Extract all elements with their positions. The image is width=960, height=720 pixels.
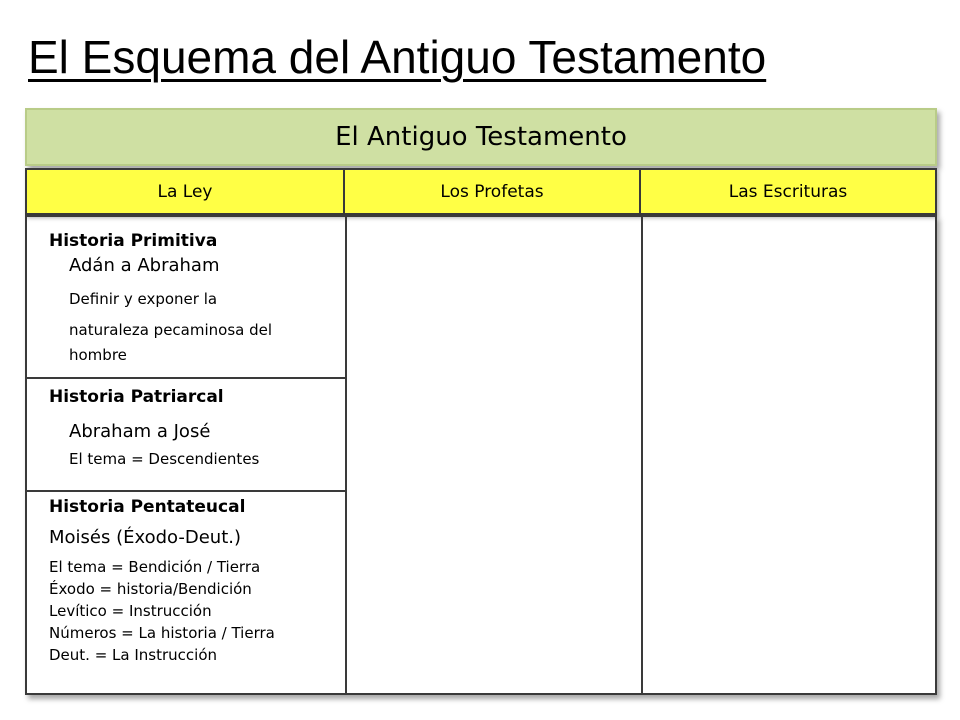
section-heading: Historia Pentateucal bbox=[49, 497, 246, 517]
section-line: Levítico = Instrucción bbox=[49, 602, 212, 620]
column-header-label: Los Profetas bbox=[440, 181, 544, 202]
las-escrituras-column bbox=[643, 217, 935, 693]
section-heading: Historia Patriarcal bbox=[49, 387, 224, 407]
section-divider bbox=[27, 490, 347, 492]
section-line: naturaleza pecaminosa del bbox=[69, 321, 273, 339]
section-subtitle: Abraham a José bbox=[69, 421, 211, 442]
outline-table-body bbox=[25, 215, 937, 695]
section-line: Definir y exponer la bbox=[69, 290, 218, 308]
section-line: El tema = Bendición / Tierra bbox=[49, 558, 261, 576]
page-title: El Esquema del Antiguo Testamento bbox=[28, 31, 767, 83]
old-testament-banner bbox=[25, 108, 937, 166]
column-header-los-profetas bbox=[345, 168, 641, 215]
column-header-label: La Ley bbox=[157, 181, 213, 202]
section-line: hombre bbox=[69, 346, 127, 364]
section-subtitle: Moisés (Éxodo-Deut.) bbox=[49, 527, 242, 548]
banner-label: El Antiguo Testamento bbox=[335, 122, 627, 152]
section-line: Deut. = La Instrucción bbox=[49, 646, 218, 664]
section-line: Números = La historia / Tierra bbox=[49, 624, 275, 642]
section-heading: Historia Primitiva bbox=[49, 231, 218, 251]
column-header-las-escrituras bbox=[641, 168, 937, 215]
section-line: Éxodo = historia/Bendición bbox=[49, 580, 252, 598]
section-historia-primitiva bbox=[27, 231, 347, 377]
section-subtitle: Adán a Abraham bbox=[69, 255, 220, 276]
section-line: El tema = Descendientes bbox=[69, 450, 260, 468]
los-profetas-column bbox=[347, 217, 641, 693]
section-historia-patriarcal bbox=[27, 387, 347, 491]
column-header-label: Las Escrituras bbox=[728, 181, 848, 202]
column-headers bbox=[25, 168, 937, 215]
column-header-la-ley bbox=[25, 168, 345, 215]
section-historia-pentateucal bbox=[27, 497, 347, 687]
section-divider bbox=[27, 377, 347, 379]
